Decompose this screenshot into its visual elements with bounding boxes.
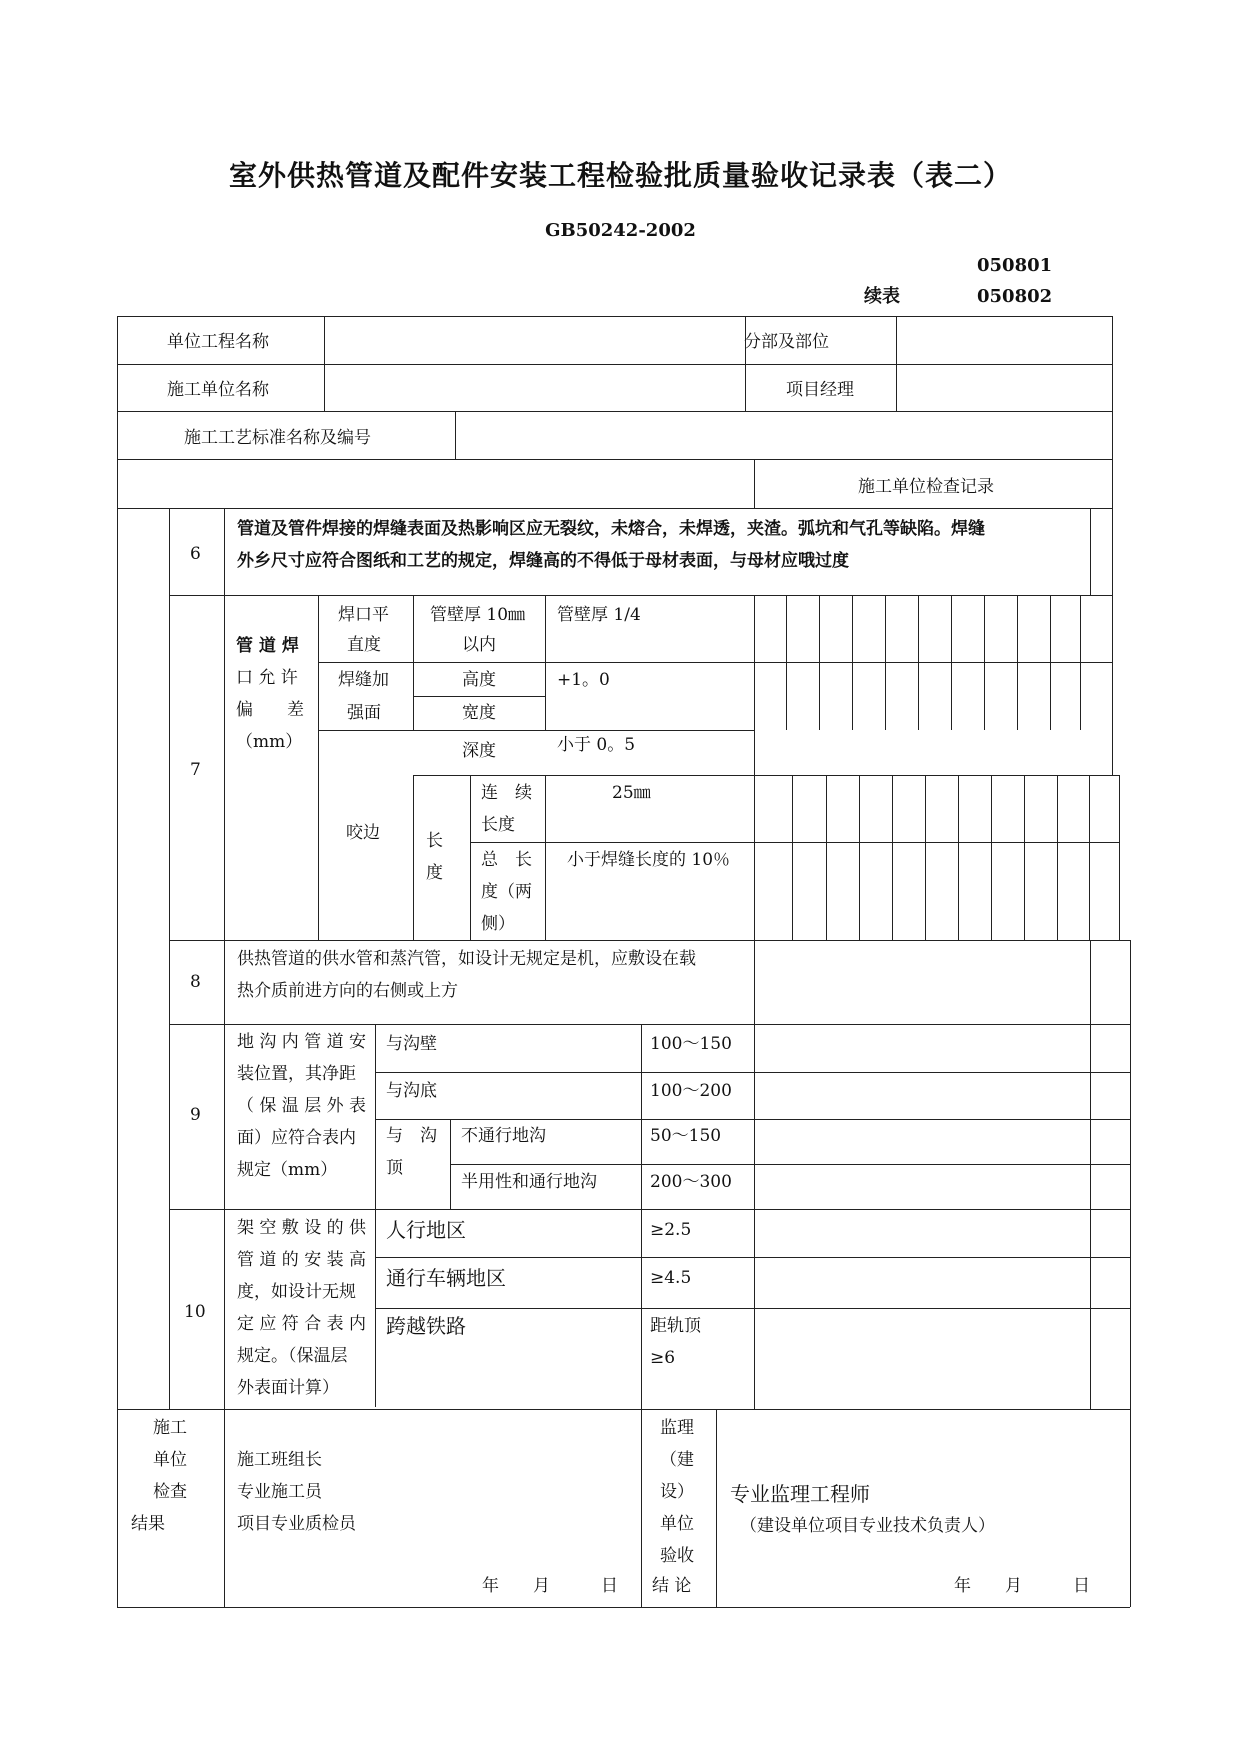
item-6-number: 6: [190, 544, 201, 564]
item-9-label-line4: 面）应符合表内: [237, 1128, 356, 1148]
continuous-length-label-1: 连 续: [481, 783, 532, 803]
supervision-label-5: 验收: [660, 1546, 694, 1566]
item-10-label-line3: 度，如设计无规: [237, 1282, 356, 1302]
trench-wall-label: 与沟壁: [386, 1034, 437, 1054]
item-10-label-line1: 架 空 敷 设 的 供: [237, 1218, 367, 1238]
weld-flatness-label-1: 焊口平: [338, 605, 389, 625]
construction-unit-name-label: 施工单位名称: [167, 380, 269, 400]
total-length-value: 小于焊缝长度的 10％: [567, 850, 731, 870]
process-standard-label: 施工工艺标准名称及编号: [184, 428, 371, 448]
depth-label: 深度: [462, 741, 496, 761]
pedestrian-area-value: ≥2.5: [650, 1220, 692, 1240]
total-length-label-1: 总 长: [481, 850, 532, 870]
depth-value: 小于 0。5: [557, 735, 636, 755]
non-passable-trench-label: 不通行地沟: [461, 1126, 546, 1146]
project-manager-label: 项目经理: [786, 380, 854, 400]
item-9-label-line1: 地 沟 内 管 道 安: [237, 1032, 367, 1052]
semi-passable-trench-label: 半用性和通行地沟: [461, 1172, 597, 1192]
total-length-label-3: 侧）: [481, 914, 515, 934]
undercut-label: 咬边: [346, 823, 380, 843]
item-10-label-line2: 管 道 的 安 装 高: [237, 1250, 367, 1270]
height-value: +1。0: [557, 670, 610, 690]
item-8-number: 8: [190, 972, 201, 992]
trench-top-label-2: 顶: [386, 1158, 403, 1178]
non-passable-trench-value: 50～150: [650, 1126, 722, 1146]
trench-bottom-label: 与沟底: [386, 1081, 437, 1101]
item-7-label-line4: （mm）: [236, 732, 303, 752]
construction-unit-result-label-1: 施工: [153, 1418, 187, 1438]
item-10-label-line6: 外表面计算）: [237, 1378, 339, 1398]
form-code-2: 050802: [977, 286, 1053, 307]
vehicle-area-value: ≥4.5: [650, 1268, 692, 1288]
item-8-text-line2: 热介质前进方向的右侧或上方: [237, 981, 458, 1001]
form-code-1: 050801: [977, 255, 1053, 276]
railway-crossing-value-1: 距轨顶: [650, 1316, 701, 1336]
weld-flatness-label-2: 直度: [347, 635, 381, 655]
item-6-text-line2: 外乡尺寸应符合图纸和工艺的规定，焊缝高的不得低于母材表面，与母材应哦过度: [237, 551, 849, 571]
item-9-number: 9: [190, 1105, 201, 1125]
wall-thickness-value: 管壁厚 1/4: [557, 605, 641, 625]
construction-date: 年 月 日: [482, 1576, 618, 1596]
supervision-label-6: 结 论: [652, 1576, 692, 1596]
total-length-label-2: 度（两: [481, 882, 532, 902]
reinforcement-label-1: 焊缝加: [338, 670, 389, 690]
item-8-text-line1: 供热管道的供水管和蒸汽管，如设计无规定是机，应敷设在载: [237, 949, 696, 969]
division-part-label: 分部及部位: [744, 332, 829, 352]
item-10-label-line4: 定 应 符 合 表 内: [237, 1314, 367, 1334]
trench-wall-value: 100～150: [650, 1034, 732, 1054]
supervision-label-3: 设）: [660, 1482, 694, 1502]
reinforcement-label-2: 强面: [347, 703, 381, 723]
item-7-label-line3: 偏 差: [236, 700, 304, 720]
item-9-label-line3: （ 保 温 层 外 表: [237, 1096, 367, 1116]
wall-thickness-label-2: 以内: [462, 635, 496, 655]
supervision-label-1: 监理: [660, 1418, 694, 1438]
height-label: 高度: [462, 670, 496, 690]
continued-label: 续表: [864, 286, 900, 307]
item-9-label-line5: 规定（mm）: [237, 1160, 338, 1180]
item-9-label-line2: 装位置，其净距: [237, 1064, 356, 1084]
supervision-label-2: （建: [660, 1450, 694, 1470]
item-6-text-line1: 管道及管件焊接的焊缝表面及热影响区应无裂纹，未熔合，未焊透，夹渣。弧坑和气孔等缺陷。焊缝: [237, 519, 985, 539]
check-record-header: 施工单位检查记录: [858, 477, 994, 497]
wall-thickness-label-1: 管壁厚 10㎜: [430, 605, 526, 625]
team-leader-label: 施工班组长: [237, 1450, 322, 1470]
continuous-length-value: 25㎜: [612, 783, 651, 803]
construction-unit-result-label-4: 结果: [131, 1514, 165, 1534]
item-10-label-line5: 规定。（保温层: [237, 1346, 348, 1366]
item-7-label-line1: 管 道 焊: [236, 636, 299, 656]
vehicle-area-label: 通行车辆地区: [386, 1266, 506, 1290]
quality-inspector-label: 项目专业质检员: [237, 1514, 356, 1534]
width-label: 宽度: [462, 703, 496, 723]
standard-code: GB50242-2002: [545, 220, 696, 241]
length-label-2: 度: [426, 863, 443, 883]
trench-bottom-value: 100～200: [650, 1081, 732, 1101]
owner-tech-lead-label: （建设单位项目专业技术负责人）: [740, 1516, 995, 1536]
unit-project-name-label: 单位工程名称: [167, 332, 269, 352]
supervision-engineer-label: 专业监理工程师: [730, 1482, 870, 1506]
item-7-label-line2: 口 允 许: [236, 668, 298, 688]
semi-passable-trench-value: 200～300: [650, 1172, 732, 1192]
construction-unit-result-label-2: 单位: [153, 1450, 187, 1470]
pedestrian-area-label: 人行地区: [386, 1218, 466, 1242]
trench-top-label-1: 与 沟: [386, 1126, 437, 1146]
supervision-date: 年 月 日: [954, 1576, 1090, 1596]
item-7-number: 7: [190, 760, 201, 780]
railway-crossing-label: 跨越铁路: [386, 1314, 466, 1338]
form-title: 室外供热管道及配件安装工程检验批质量验收记录表（表二）: [228, 159, 1012, 192]
length-label-1: 长: [426, 831, 443, 851]
item-10-number: 10: [184, 1302, 206, 1322]
construction-worker-label: 专业施工员: [237, 1482, 322, 1502]
construction-unit-result-label-3: 检查: [153, 1482, 187, 1502]
continuous-length-label-2: 长度: [481, 815, 515, 835]
supervision-label-4: 单位: [660, 1514, 694, 1534]
railway-crossing-value-2: ≥6: [650, 1348, 676, 1368]
